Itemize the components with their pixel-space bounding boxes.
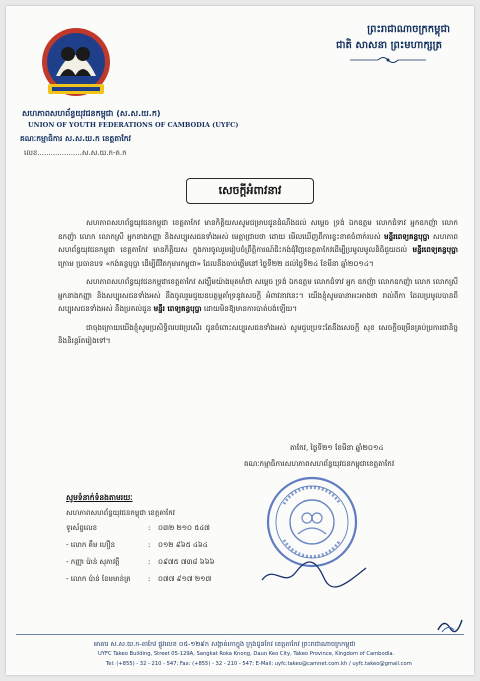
footer-emblem-icon (434, 616, 464, 634)
colon: : (148, 524, 151, 532)
hospital-name-bold: មន្ទីរ ពេទ្យគន្ធបុប្ផា (153, 304, 202, 313)
paragraph-2-text-a: សហភាពសហព័ន្ធយុវជនកម្ពុជាខេត្តតាកែវ សង្ឃឹមយ៉ាងមុតមាំថា សម្តេច ទ្រង់ ឯកឧត្តម លោកជំទាវ អ្នក ឧកញ៉ា លោកឧកញ៉ា លោក លោកស្រី អ្នកនាងកញ្ញា និងសប្បុរសជនទាំងអស់ នឹងចូលរួមជួយឧបត្ថម្ភគាំទ្រនូវសេចក្តី អំពាវនាវនេះ។ យើងខ្ញុំសូមធានាអះអាងថា រាល់ពីកា ដែលប្រមូលបានពីសប្បុរសជនទាំងអស់ នឹងប្រគល់ជូន (58, 277, 458, 313)
contact-list (66, 524, 215, 592)
paragraph-1-text-b: សហភាពសហព័ន្ធយុវជនកម្ពុជា ខេត្តតាកែវ មានកិត្តិយស ក្នុងការចូលរួមរៀបចំព្រឹត្តិការណ៍ជិះកង់ជុំវិញខេត្តតាកែវដើម្បីប្រមូលមូលនិធិជួយដល់ (58, 231, 458, 254)
paragraph-2-text-b: ដោយមិនឱ្យមានការបាត់បង់ឡើយ។ (203, 304, 298, 313)
org-name-english: UNION OF YOUTH FEDERATIONS OF CAMBODIA (UYFC) (28, 121, 239, 129)
kingdom-heading: ព្រះរាជាណាចក្រកម្ពុជា (367, 24, 450, 35)
contact-heading: សូមទំនាក់ទំនងតាមរយៈ (66, 493, 133, 502)
ornament-divider-icon (348, 55, 428, 65)
uyfc-logo (34, 24, 118, 104)
paragraph-1-text-c: ក្រោម ប្រធានបទ «កង់គន្ធបុប្ផា ដើម្បីជីវិតកុមារកម្ពុជា» ដែលនឹងចាប់ផ្តើមនៅ ថ្ងៃទី២២ ដល់ថ្ងៃទី២៤ ខែមីនា ឆ្នាំ២០១៤។ (58, 258, 374, 268)
document-title: សេចក្តីអំពាវនាវ (186, 178, 314, 204)
committee-name: គណៈកម្មាធិការ ស.ស.យ.ក ខេត្តតាកែវ (20, 134, 131, 143)
paragraph-2 (58, 275, 458, 316)
colon: : (148, 541, 151, 549)
colon: : (148, 575, 151, 583)
contact-phone: ០៧៧ ៩១៧ ២១៧ (158, 575, 212, 583)
paragraph-1 (58, 216, 458, 270)
contact-label: - លោក គឹម ហឿន (66, 541, 116, 549)
contact-label: ទូរស័ព្ទលេខ (66, 524, 98, 532)
contact-row (66, 575, 215, 592)
footer-address-english: UYFC Takeo Building, Street 05-129A, Sangkat Roka Knong, Daun Keo City, Takeo Province, Kingdom of Cambodia. (98, 651, 395, 657)
contact-row (66, 558, 215, 575)
contact-label: - លោក ប៉ាន់ ខែមមាន់ត្រ (66, 575, 131, 583)
contact-organization: សហភាពសហព័ន្ធយុវជនកម្ពុជា ខេត្តតាកែវ (66, 509, 175, 517)
signature (254, 554, 374, 594)
org-name-khmer: សហភាពសហព័ន្ធយុវជនកម្ពុជា (ស.ស.យ.ក) (22, 109, 161, 118)
hospital-name-bold: មន្ទីរពេទ្យគន្ធបុប្ផា (384, 231, 430, 241)
national-motto: ជាតិ សាសនា ព្រះមហាក្សត្រ (336, 40, 442, 51)
paragraph-3: ជាចុងក្រោយយើងខ្ញុំសូមប្រសិទ្ធិពរបវរប្រសើរ ជូនចំពោះសប្បុរសជនទាំងអស់ សូមជួបប្រទះតែនឹងសេចក្តី សុខ សេចក្តីចម្រើនគ្រប់ប្រការជានិច្ចនិងនិរន្តរ៍តរៀងទៅ។ (58, 322, 458, 345)
letter-body (58, 216, 458, 353)
date-line: តាកែវ, ថ្ងៃទី២១ ខែមីនា ឆ្នាំ២០១៤ (290, 443, 384, 452)
contact-phone: ០៣២ ២១០ ៥៤៧ (158, 524, 210, 532)
colon: : (148, 558, 151, 566)
signer-organization: គណៈកម្មាធិការសហភាពសហព័ន្ធយុវជនកម្ពុជាខេត្តតាកែវ (244, 459, 395, 468)
footer-divider (16, 634, 464, 635)
footer-contact-info: Tel: (+855) - 32 - 210 - 547; Fax: (+855) - 32 - 210 - 547; E-Mail: uyfc.takeo@camnet.com.kh / uyfc.takeo@gmail.com (106, 661, 412, 667)
paragraph-1-text-a: សហភាពសហព័ន្ធយុវជនកម្ពុជា ខេត្តតាកែវ មានកិត្តិយសសូមជម្រាបជូនដំណឹងដល់ សម្តេច ទ្រង់ ឯកឧត្តម លោកជំទាវ អ្នកឧកញ៉ា លោកឧកញ៉ា លោក លោកស្រី អ្នកនាងកញ្ញា និងសប្បុរសជនទាំងអស់ មេត្តាជ្រាបថា ដោយ មើលឃើញពីការខ្វះខាតចំពាក់របស់ (58, 218, 458, 241)
footer-address-khmer: អាគារ ស.ស.យ.ក-តាកែវ ផ្លូវលេខ ០៥-១២៩ក សង្កាត់រកាក្នុង ក្រុងដូនកែវ ខេត្តតាកែវ ព្រះរាជាណាចក្រកម្ពុជា (94, 640, 356, 648)
contact-row (66, 541, 215, 558)
contact-phone: ០៩៧៥ ៧៣៨ ៦៦៦ (158, 558, 215, 566)
contact-row (66, 524, 215, 541)
contact-label: - កញ្ញា ប៉ាន់ សុភាវត្តី (66, 558, 120, 566)
reference-number: លេខ....................ស.ស.យ.ក-ត.ក (24, 149, 127, 157)
contact-phone: ០១២ ៩៦៥ ៤៦៤ (158, 541, 208, 549)
letter-page (6, 6, 474, 675)
hospital-name-bold: មន្ទីរពេទ្យគន្ធបុប្ផា (412, 245, 458, 254)
